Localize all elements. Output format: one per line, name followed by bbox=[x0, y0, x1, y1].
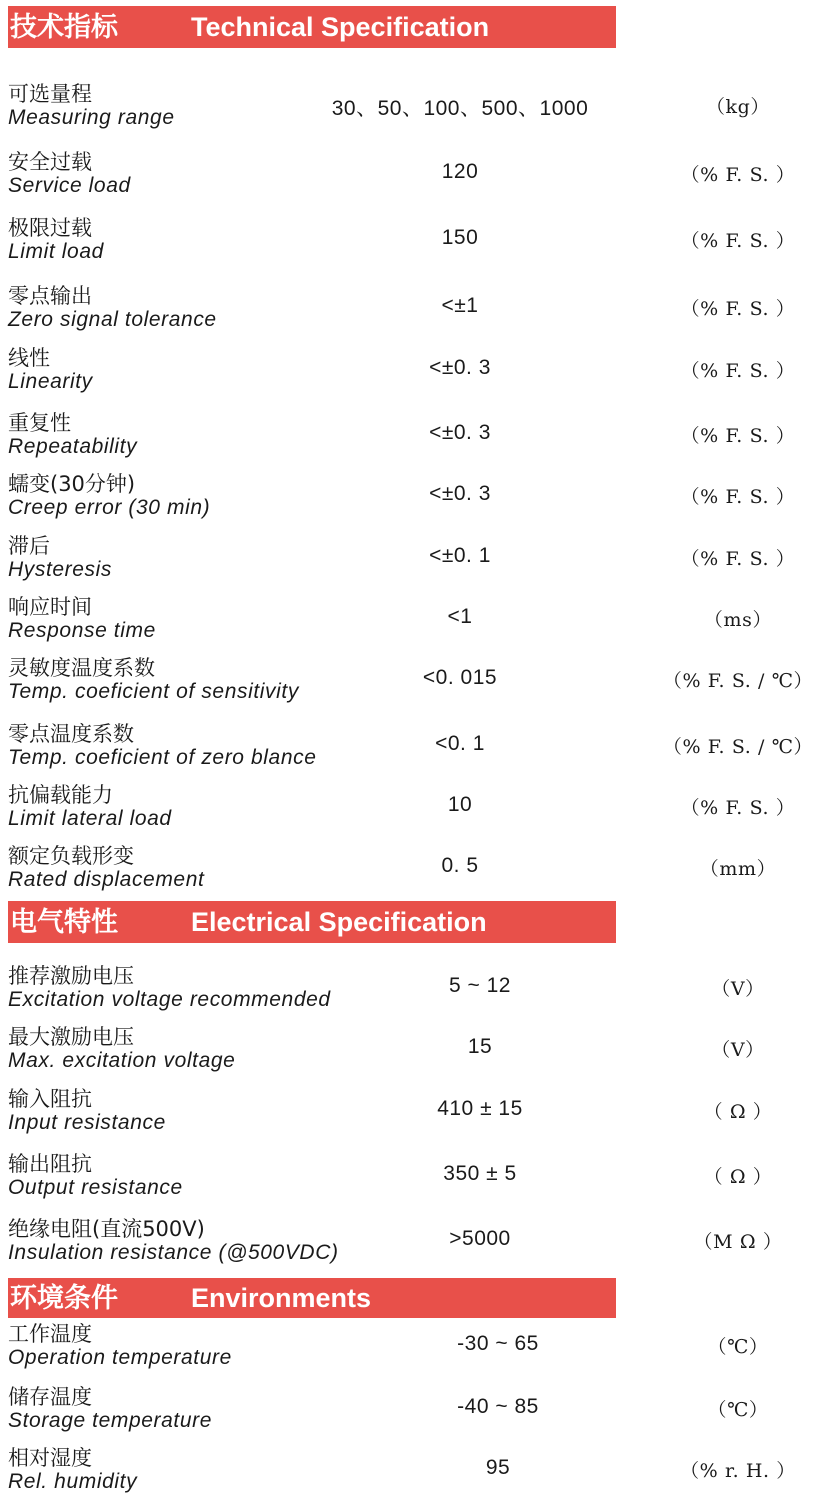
spec-unit: （% F. S. ） bbox=[680, 797, 796, 819]
spec-label-zh: 储存温度 bbox=[8, 1385, 92, 1409]
spec-value: -30 ~ 65 bbox=[457, 1332, 539, 1355]
spec-label-en: Insulation resistance (@500VDC) bbox=[8, 1241, 339, 1264]
spec-label-zh: 蠕变(30分钟) bbox=[8, 472, 136, 496]
spec-row bbox=[0, 146, 838, 208]
spec-label-zh: 响应时间 bbox=[8, 595, 92, 619]
spec-label-zh: 输入阻抗 bbox=[8, 1087, 92, 1111]
spec-row bbox=[0, 591, 838, 653]
spec-row bbox=[0, 840, 838, 902]
spec-value: 150 bbox=[441, 226, 479, 249]
spec-unit: （℃） bbox=[707, 1399, 769, 1421]
spec-label-zh: 额定负载形变 bbox=[8, 844, 134, 868]
spec-label-en: Temp. coeficient of sensitivity bbox=[8, 680, 299, 703]
spec-label-zh: 安全过载 bbox=[8, 150, 92, 174]
section-title-en: Electrical Specification bbox=[191, 906, 487, 937]
spec-label-zh: 工作温度 bbox=[8, 1322, 92, 1346]
spec-value: <±0. 3 bbox=[429, 356, 491, 379]
spec-unit: （ Ω ） bbox=[703, 1101, 773, 1123]
spec-value: 5 ~ 12 bbox=[449, 974, 511, 997]
spec-unit: （% F. S. ） bbox=[680, 548, 796, 570]
spec-label-zh: 抗偏载能力 bbox=[8, 783, 113, 807]
spec-unit: （% F. S. / ℃） bbox=[662, 670, 814, 692]
spec-row bbox=[0, 1021, 838, 1083]
spec-label-en: Max. excitation voltage bbox=[8, 1049, 236, 1072]
spec-unit: （ Ω ） bbox=[703, 1166, 773, 1188]
spec-unit: （ms） bbox=[703, 609, 773, 631]
spec-label-en: Measuring range bbox=[8, 106, 175, 129]
spec-label-zh: 零点输出 bbox=[8, 284, 92, 308]
spec-unit: （% F. S. ） bbox=[680, 164, 796, 186]
spec-label-zh: 相对湿度 bbox=[8, 1446, 92, 1470]
spec-label-en: Service load bbox=[8, 174, 131, 197]
spec-row bbox=[0, 1442, 838, 1504]
spec-label-en: Storage temperature bbox=[8, 1409, 213, 1432]
section-title-zh: 环境条件 bbox=[10, 1282, 118, 1314]
spec-label-en: Hysteresis bbox=[8, 558, 113, 581]
spec-row bbox=[0, 407, 838, 469]
spec-unit: （℃） bbox=[707, 1336, 769, 1358]
spec-unit: （M Ω ） bbox=[693, 1231, 783, 1253]
spec-row bbox=[0, 212, 838, 274]
spec-unit: （% F. S. ） bbox=[680, 360, 796, 382]
spec-row bbox=[0, 1318, 838, 1380]
spec-row bbox=[0, 78, 838, 140]
section-header-technical bbox=[8, 6, 616, 48]
spec-value: <±0. 1 bbox=[429, 544, 491, 567]
spec-value: <0. 1 bbox=[435, 732, 485, 755]
spec-unit: （% F. S. ） bbox=[680, 486, 796, 508]
spec-label-en: Response time bbox=[8, 619, 156, 642]
spec-label-en: Limit lateral load bbox=[8, 807, 172, 830]
spec-value: 120 bbox=[441, 160, 479, 183]
spec-label-zh: 推荐激励电压 bbox=[8, 964, 134, 988]
spec-unit: （kg） bbox=[705, 96, 771, 118]
spec-label-en: Creep error (30 min) bbox=[8, 496, 211, 519]
spec-value: 10 bbox=[447, 793, 473, 816]
spec-unit: （% F. S. ） bbox=[680, 298, 796, 320]
spec-row bbox=[0, 1381, 838, 1443]
spec-row bbox=[0, 1148, 838, 1210]
spec-label-en: Temp. coeficient of zero blance bbox=[8, 746, 317, 769]
spec-unit: （V） bbox=[711, 978, 765, 1000]
spec-label-en: Linearity bbox=[8, 370, 93, 393]
spec-value: <0. 015 bbox=[422, 666, 498, 689]
spec-label-zh: 最大激励电压 bbox=[8, 1025, 134, 1049]
spec-label-zh: 可选量程 bbox=[8, 82, 92, 106]
section-header-electrical bbox=[8, 901, 616, 943]
section-title-en: Environments bbox=[191, 1282, 372, 1313]
spec-label-en: Output resistance bbox=[8, 1176, 183, 1199]
spec-row bbox=[0, 779, 838, 841]
spec-value: <±0. 3 bbox=[429, 482, 491, 505]
spec-unit: （% r. H. ） bbox=[680, 1460, 796, 1482]
spec-unit: （mm） bbox=[699, 858, 777, 880]
spec-row bbox=[0, 280, 838, 342]
spec-value: -40 ~ 85 bbox=[457, 1395, 539, 1418]
spec-unit: （% F. S. / ℃） bbox=[662, 736, 814, 758]
spec-label-zh: 绝缘电阻(直流500V) bbox=[8, 1217, 205, 1241]
spec-unit: （% F. S. ） bbox=[680, 425, 796, 447]
spec-row bbox=[0, 652, 838, 714]
spec-label-zh: 重复性 bbox=[8, 411, 71, 435]
spec-label-en: Excitation voltage recommended bbox=[8, 988, 331, 1011]
spec-unit: （% F. S. ） bbox=[680, 230, 796, 252]
spec-value: <±0. 3 bbox=[429, 421, 491, 444]
section-header-environments bbox=[8, 1278, 616, 1318]
spec-label-zh: 极限过载 bbox=[8, 216, 92, 240]
section-title-en: Technical Specification bbox=[191, 11, 490, 42]
spec-label-en: Rated displacement bbox=[8, 868, 205, 891]
spec-label-en: Limit load bbox=[8, 240, 104, 263]
section-title-zh: 电气特性 bbox=[10, 906, 118, 938]
spec-value: 30、50、100、500、1000 bbox=[331, 97, 589, 120]
spec-value: <1 bbox=[447, 605, 473, 628]
spec-value: 15 bbox=[467, 1035, 493, 1058]
spec-row bbox=[0, 1083, 838, 1145]
spec-value: 0. 5 bbox=[441, 854, 479, 877]
spec-row bbox=[0, 530, 838, 592]
spec-label-en: Repeatability bbox=[8, 435, 138, 458]
spec-row bbox=[0, 960, 838, 1022]
spec-label-en: Rel. humidity bbox=[8, 1470, 138, 1493]
spec-label-zh: 零点温度系数 bbox=[8, 722, 134, 746]
spec-label-zh: 滞后 bbox=[8, 534, 50, 558]
spec-label-en: Input resistance bbox=[8, 1111, 166, 1134]
spec-label-zh: 灵敏度温度系数 bbox=[8, 656, 155, 680]
spec-value: 350 ± 5 bbox=[443, 1162, 517, 1185]
spec-row bbox=[0, 718, 838, 780]
spec-row bbox=[0, 1213, 838, 1275]
spec-value: >5000 bbox=[449, 1227, 511, 1250]
spec-value: 410 ± 15 bbox=[437, 1097, 523, 1120]
spec-label-en: Zero signal tolerance bbox=[8, 308, 217, 331]
spec-label-zh: 线性 bbox=[8, 346, 50, 370]
section-title-zh: 技术指标 bbox=[10, 11, 118, 43]
spec-label-en: Operation temperature bbox=[8, 1346, 232, 1369]
spec-label-zh: 输出阻抗 bbox=[8, 1152, 92, 1176]
spec-row bbox=[0, 468, 838, 530]
spec-value: <±1 bbox=[441, 294, 479, 317]
spec-value: 95 bbox=[485, 1456, 511, 1479]
spec-row bbox=[0, 342, 838, 404]
spec-unit: （V） bbox=[711, 1039, 765, 1061]
